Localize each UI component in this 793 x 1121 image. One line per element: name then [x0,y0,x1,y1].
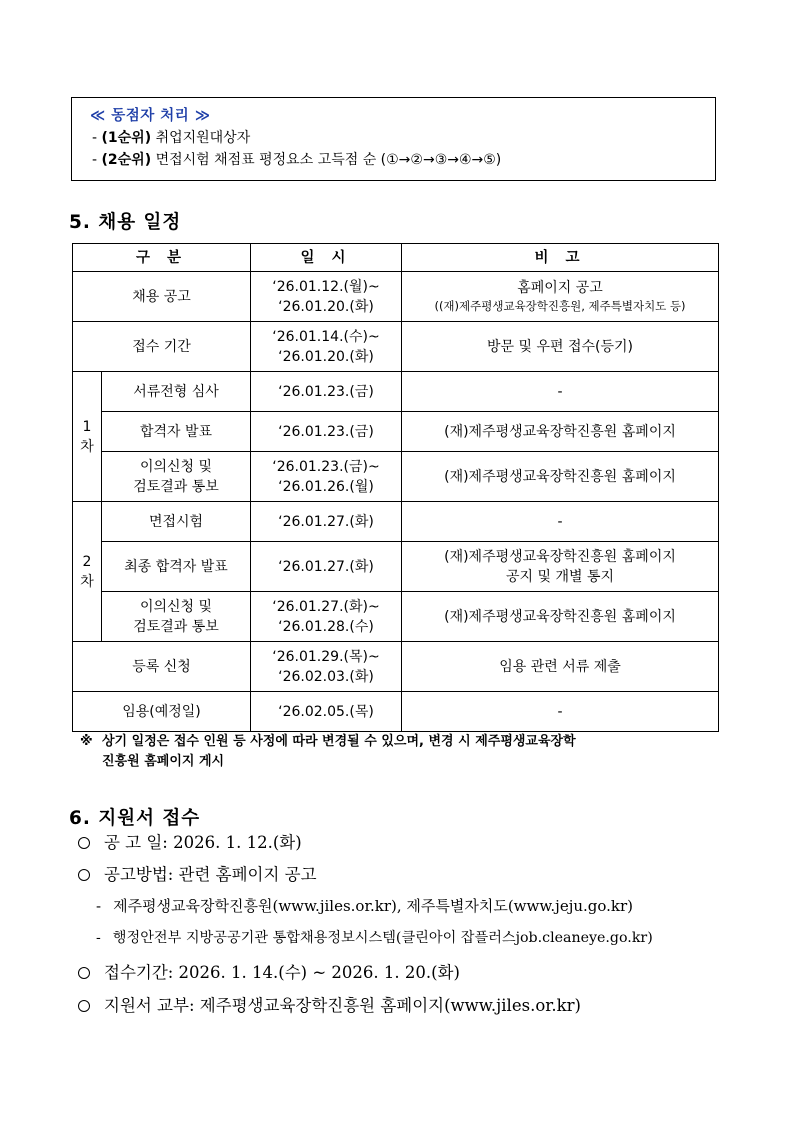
row-doc-date: ‘26.01.23.(금) [251,372,402,412]
table-row [73,642,719,692]
row-register-note: 임용 관련 서류 제출 [402,642,719,692]
method-sub-2: - 행정안전부 지방공공기관 통합채용정보시스템(클린아이 잡플러스job.cleaneye.go.kr) [96,930,653,946]
table-header-row [73,244,719,272]
table-row [73,322,719,372]
row-appoint-label: 임용(예정일) [73,692,251,732]
date-line: ‘26.02.03.(화) [278,668,374,685]
bullet-submit-text: 지원서 교부: 제주평생교육장학진흥원 홈페이지(www.jiles.or.kr) [104,996,581,1015]
row-final-note [402,542,719,592]
bullet-submit [78,995,581,1017]
row-appeal2-note: (재)제주평생교육장학진흥원 홈페이지 [402,592,719,642]
header-note: 비 고 [402,244,719,272]
row-appeal2-label [102,592,251,642]
row-appeal2-date [251,592,402,642]
circle-bullet-icon [78,869,90,881]
label-line: 검토결과 통보 [133,478,219,495]
row-receipt-note: 방문 및 우편 접수(등기) [402,322,719,372]
row-appoint-date: ‘26.02.05.(목) [251,692,402,732]
header-date: 일 시 [251,244,402,272]
row-pass-note: (재)제주평생교육장학진흥원 홈페이지 [402,412,719,452]
table-row [73,272,719,322]
row-doc-note: - [402,372,719,412]
row-appeal1-label [102,452,251,502]
stage2-label [73,502,102,642]
note-line-1 [80,732,740,752]
date-line: ‘26.01.14.(수)~ [272,328,380,345]
note-line: 공지 및 개별 통지 [505,568,615,585]
date-line: ‘26.01.20.(화) [278,298,374,315]
table-row [73,592,719,642]
table-row [73,452,719,502]
row-interview-date: ‘26.01.27.(화) [251,502,402,542]
date-line: ‘26.01.23.(금)~ [272,458,380,475]
date-line: ‘26.01.26.(월) [278,478,374,495]
tiebreak-rank-1: (1순위) [101,130,152,146]
label-line: 이의신청 및 [139,458,213,475]
method-sub-1-text: 제주평생교육장학진흥원(www.jiles.or.kr), 제주특별자치도(www.jeju.go.kr) [113,897,634,915]
stage-label-line: 차 [80,573,94,590]
row-announce-date [251,272,402,322]
row-receipt-label: 접수 기간 [73,322,251,372]
label-line: 검토결과 통보 [133,618,219,635]
stage1-label [73,372,102,502]
row-final-date: ‘26.01.27.(화) [251,542,402,592]
note-text-1: 상기 일정은 접수 인원 등 사정에 따라 변경될 수 있으며, 변경 시 제주평생교육장학 [102,734,576,749]
row-announce-label: 채용 공고 [73,272,251,322]
bullet-method-text: 공고방법: 관련 홈페이지 공고 [104,865,317,884]
circle-bullet-icon [78,967,90,979]
bullet-period-text: 접수기간: 2026. 1. 14.(수) ~ 2026. 1. 20.(화) [104,963,460,982]
note-line: 홈페이지 공고 [517,280,603,296]
section6-title: 6. 지원서 접수 [69,808,201,829]
note-mark: ※ [80,734,93,749]
row-appeal1-date [251,452,402,502]
label-line: 이의신청 및 [139,598,213,615]
table-row [73,502,719,542]
method-sub-2-text: 행정안전부 지방공공기관 통합채용정보시스템(클린아이 잡플러스job.cleaneye.go.kr) [112,930,653,946]
row-interview-label: 면접시험 [102,502,251,542]
row-register-label: 등록 신청 [73,642,251,692]
tiebreak-box [71,97,716,181]
tiebreak-text-2: 면접시험 채점표 평정요소 고득점 순 (①→②→③→④→⑤) [155,152,502,168]
tiebreak-title: ≪ 동점자 처리 ≫ [90,108,211,124]
header-category: 구 분 [73,244,251,272]
row-pass-date: ‘26.01.23.(금) [251,412,402,452]
table-row [73,542,719,592]
row-receipt-date [251,322,402,372]
row-appeal1-note: (재)제주평생교육장학진흥원 홈페이지 [402,452,719,502]
tiebreak-row-1: - (1순위) 취업지원대상자 [92,130,251,146]
date-line: ‘26.01.27.(화)~ [272,598,380,615]
note-line: ((재)제주평생교육장학진흥원, 제주특별자치도 등) [434,299,686,313]
bullet-method [78,864,317,886]
note-line: (재)제주평생교육장학진흥원 홈페이지 [444,548,676,565]
note-line-2: 진흥원 홈페이지 게시 [102,754,225,769]
row-interview-note: - [402,502,719,542]
bullet-date-text: 공 고 일: 2026. 1. 12.(화) [104,833,302,852]
bullet-date [78,832,302,854]
stage-label-line: 2 [82,553,92,570]
date-line: ‘26.01.29.(목)~ [272,648,380,665]
row-pass-label: 합격자 발표 [102,412,251,452]
row-announce-note [402,272,719,322]
date-line: ‘26.01.12.(월)~ [272,278,380,295]
table-row [73,692,719,732]
schedule-table [72,243,719,732]
table-row [73,412,719,452]
bullet-period [78,962,460,984]
schedule-note [80,732,740,772]
date-line: ‘26.01.28.(수) [278,618,374,635]
row-appoint-note: - [402,692,719,732]
stage-label-line: 차 [80,438,94,455]
stage-label-line: 1 [82,418,92,435]
method-sub-1: - 제주평생교육장학진흥원(www.jiles.or.kr), 제주특별자치도(www.jeju.go.kr) [96,897,634,915]
tiebreak-text-1: 취업지원대상자 [155,130,251,146]
tiebreak-row-2: - (2순위) 면접시험 채점표 평정요소 고득점 순 (①→②→③→④→⑤) [92,152,502,168]
section5-title: 5. 채용 일정 [69,212,182,233]
date-line: ‘26.01.20.(화) [278,348,374,365]
circle-bullet-icon [78,1000,90,1012]
table-row [73,372,719,412]
tiebreak-rank-2: (2순위) [101,152,152,168]
row-register-date [251,642,402,692]
row-doc-label: 서류전형 심사 [102,372,251,412]
circle-bullet-icon [78,837,90,849]
row-final-label: 최종 합격자 발표 [102,542,251,592]
